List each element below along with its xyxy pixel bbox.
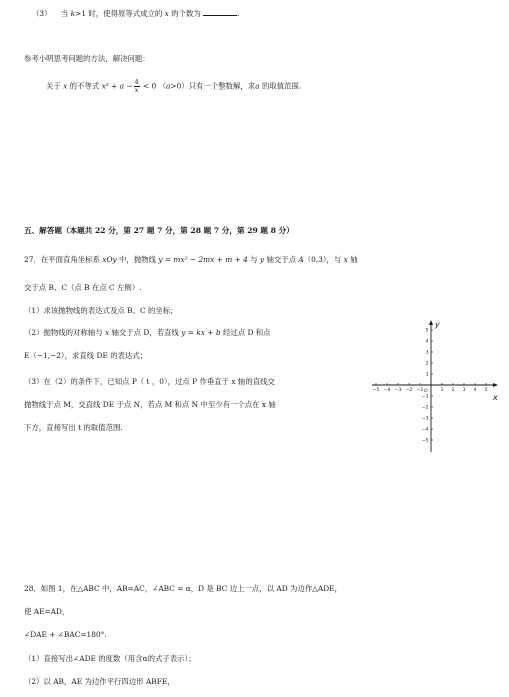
answer-blank[interactable] bbox=[203, 8, 240, 18]
y-axis-arrow-icon bbox=[429, 320, 433, 325]
q27-text-e: （0,3），与 bbox=[303, 255, 344, 264]
q28-sub2: （2）以 AB，AE 为边作平行四边形 ABFE， bbox=[24, 677, 175, 686]
q28-line1: 28．如图 1，在△ABC 中，AB=AC，∠ABC = α，D 是 BC 边上一点，以 AD 为边作△ADE， bbox=[24, 584, 342, 593]
q28-line3: ∠DAE + ∠BAC=180°. bbox=[24, 630, 107, 639]
y-tick-label: −1 bbox=[421, 394, 429, 400]
q27-line-eq: y = kx + b bbox=[181, 328, 221, 337]
q27-s2-b: 轴交于点 D，若直线 bbox=[109, 328, 182, 337]
x-tick-label: 4 bbox=[473, 388, 477, 393]
ref-var-a2: a bbox=[255, 81, 260, 91]
y-tick-label: −3 bbox=[421, 416, 429, 422]
part3-var: x bbox=[164, 9, 169, 18]
x-tick-label: 3 bbox=[462, 388, 466, 393]
q27-y: y bbox=[259, 255, 265, 264]
origin-label: O bbox=[424, 389, 428, 394]
q27-sub2 bbox=[24, 328, 271, 338]
x-axis-arrow-icon bbox=[493, 383, 498, 387]
y-axis-label: y bbox=[435, 320, 440, 329]
x-tick-label: 2 bbox=[451, 388, 455, 393]
part3-rest2: 的个数为 bbox=[168, 9, 201, 18]
q27-sub1: （1）求该抛物线的表达式及点 B、C 的坐标； bbox=[24, 306, 178, 315]
q27-text-c: 与 bbox=[247, 255, 260, 264]
q27-s2-c: 经过点 D 和点 bbox=[220, 328, 271, 337]
q27-s2-x: x bbox=[104, 328, 110, 337]
reference-problem bbox=[46, 79, 301, 94]
y-tick-label: −4 bbox=[421, 427, 429, 433]
ref-fraction bbox=[134, 79, 140, 94]
part3-cond: >1 bbox=[75, 9, 87, 18]
y-tick-label: −5 bbox=[421, 438, 429, 444]
x-tick-label: −2 bbox=[405, 388, 413, 393]
ref-var-a: a bbox=[165, 81, 171, 91]
x-tick-label: −5 bbox=[372, 388, 380, 393]
part3-number: （3） bbox=[32, 9, 52, 18]
ref-text-4: >0）只有一个整数解，求 bbox=[170, 81, 256, 91]
q27-text-a: 27．在平面直角坐标系 bbox=[24, 255, 103, 264]
reference-lead: 参考小明思考问题的方法，解决问题： bbox=[24, 54, 150, 63]
q27-line1 bbox=[24, 255, 358, 265]
ref-var-x: x bbox=[63, 81, 68, 91]
q27-x: x bbox=[343, 255, 348, 264]
y-tick-label: 2 bbox=[425, 361, 429, 367]
y-tick-label: 4 bbox=[425, 339, 429, 345]
q27-sub3-line1: （3）在（2）的条件下，已知点 P（ t ，0），过点 P 作垂直于 x 轴的直线交 bbox=[24, 377, 275, 386]
y-tick-label: 3 bbox=[425, 350, 429, 356]
q27-text-b: 中，抛物线 bbox=[116, 255, 159, 264]
x-tick-label: 5 bbox=[484, 388, 488, 393]
q28-sub1: （1）直接写出∠ADE 的度数（用含α的式子表示）； bbox=[24, 654, 196, 663]
q27-s2-a: （2）抛物线的对称轴与 bbox=[24, 328, 105, 337]
x-tick-label: −4 bbox=[383, 388, 391, 393]
q27-xoy: xOy bbox=[102, 255, 117, 264]
coordinate-grid bbox=[370, 316, 502, 456]
ref-expression: x² + a − bbox=[101, 81, 133, 91]
section5-title: 五、解答题（本题共 22 分，第 27 题 7 分，第 28 题 7 分，第 29 题 8 分） bbox=[24, 226, 294, 235]
q27-text-f: 轴 bbox=[347, 255, 358, 264]
part3-text: 当 bbox=[60, 9, 69, 18]
q27-line2: 交于点 B、C（点 B 在点 C 左侧）. bbox=[24, 283, 142, 292]
part3-end: . bbox=[237, 9, 240, 18]
ref-text-3: < 0 （ bbox=[140, 81, 166, 91]
fraction-numerator: 4 bbox=[134, 78, 139, 86]
q27-sub3-line2: 抛物线于点 M，交直线 DE 于点 N，若点 M 和点 N 中至少有一个点在 x 轴 bbox=[24, 400, 276, 409]
ref-text-5: 的取值范围. bbox=[259, 81, 302, 91]
q28-line2: 使 AE=AD， bbox=[24, 607, 70, 616]
part3-line bbox=[32, 8, 239, 19]
ref-text-1: 关于 bbox=[46, 81, 64, 91]
y-tick-label: 5 bbox=[425, 328, 429, 334]
part3-cond-var: k bbox=[70, 9, 76, 18]
x-tick-label: 1 bbox=[440, 388, 444, 393]
x-axis-ticks bbox=[373, 383, 488, 393]
q27-text-d: 轴交于点 bbox=[264, 255, 299, 264]
ref-text-2: 的不等式 bbox=[67, 81, 102, 91]
x-tick-label: −3 bbox=[394, 388, 402, 393]
fraction-denominator: x bbox=[134, 86, 139, 94]
x-axis-label: x bbox=[493, 393, 498, 402]
q27-point-a: A bbox=[298, 255, 304, 264]
q27-sub3-line3: 下方，直接写出 t 的取值范围. bbox=[24, 423, 123, 432]
q27-parabola-eq: y = mx² − 2mx + m + 4 bbox=[158, 255, 248, 264]
y-tick-label: −2 bbox=[421, 405, 429, 411]
y-tick-label: 1 bbox=[425, 372, 429, 378]
part3-rest: 时，使得原等式成立的 bbox=[86, 9, 163, 18]
q27-sub2-line2: E（−1,−2），求直线 DE 的表达式； bbox=[24, 351, 148, 360]
x-tick-label: −1 bbox=[416, 388, 424, 393]
